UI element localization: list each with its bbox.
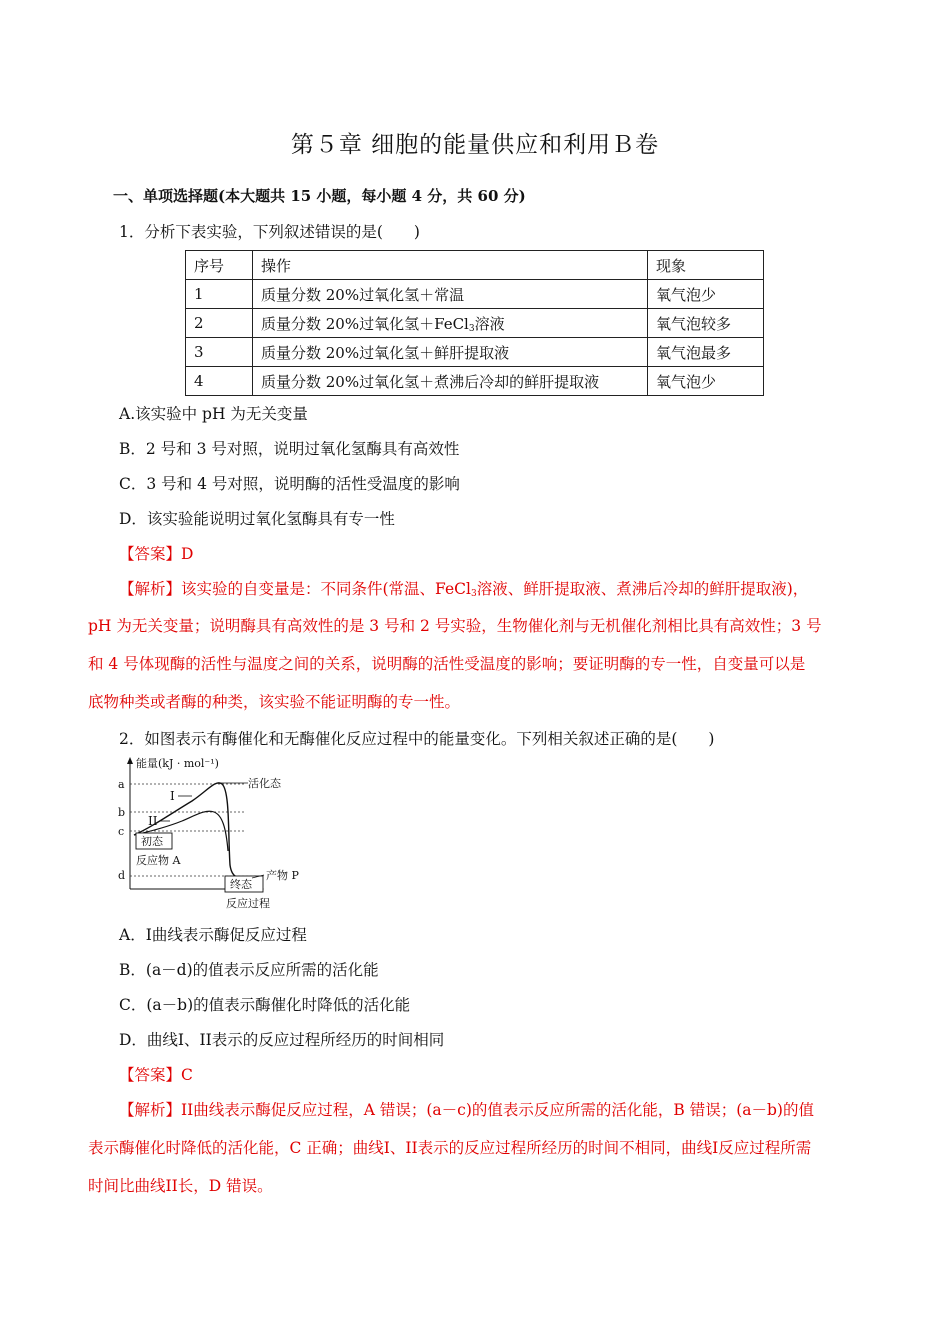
q1-analysis-line — [119, 577, 808, 599]
cell-op: 质量分数 20%过氧化氢＋鲜肝提取液 — [253, 338, 648, 367]
y-axis-label: 能量(kJ · mol⁻¹) — [136, 757, 219, 770]
q2-option-d: D．曲线I、II表示的反应过程所经历的时间相同 — [119, 1031, 445, 1049]
cell-result: 氧气泡少 — [648, 367, 764, 396]
curve-II-label: II — [148, 814, 158, 828]
q2-option-a: A．I曲线表示酶促反应过程 — [119, 926, 307, 944]
y-axis-arrow-icon — [127, 757, 133, 764]
q1-option-b: B．2 号和 3 号对照，说明过氧化氢酶具有高效性 — [119, 440, 460, 458]
q2-option-b: B．(a－d)的值表示反应所需的活化能 — [119, 961, 379, 979]
q2-analysis-line: 【解析】II曲线表示酶促反应过程，A 错误；(a－c)的值表示反应所需的活化能，B 错误；(a－b)的值 — [119, 1101, 814, 1119]
header-result: 现象 — [648, 251, 764, 280]
cell-no: 1 — [186, 280, 253, 309]
x-axis-label: 反应过程 — [226, 897, 270, 910]
page-title: 第５章 细胞的能量供应和利用Ｂ卷 — [290, 132, 660, 158]
table-row — [186, 309, 764, 338]
q1-stem: 1．分析下表实验，下列叙述错误的是( ) — [119, 223, 420, 241]
header-no: 序号 — [186, 251, 253, 280]
level-b-label: b — [118, 806, 126, 819]
cell-no: 3 — [186, 338, 253, 367]
table-row — [186, 280, 764, 309]
cell-no: 4 — [186, 367, 253, 396]
q2-option-c: C．(a－b)的值表示酶催化时降低的活化能 — [119, 996, 411, 1014]
q1-option-c: C．3 号和 4 号对照，说明酶的活性受温度的影响 — [119, 475, 460, 493]
q2-stem: 2．如图表示有酶催化和无酶催化反应过程中的能量变化。下列相关叙述正确的是( ) — [119, 730, 715, 748]
q2-analysis-line: 表示酶催化时降低的活化能，C 正确；曲线I、II表示的反应过程所经历的时间不相同，曲线I反应过程所需 — [88, 1139, 812, 1157]
q1-option-d: D．该实验能说明过氧化氢酶具有专一性 — [119, 510, 395, 528]
final-state-label: 终态 — [230, 878, 252, 891]
table-row — [186, 367, 764, 396]
q2-answer: 【答案】C — [119, 1066, 193, 1084]
table-header-row — [186, 251, 764, 280]
cell-result: 氧气泡较多 — [648, 309, 764, 338]
cell-op — [253, 309, 648, 338]
energy-diagram — [112, 755, 312, 915]
table-row — [186, 338, 764, 367]
cell-op-after: 溶液 — [474, 314, 505, 333]
cell-no: 2 — [186, 309, 253, 338]
section-heading: 一、单项选择题(本大题共 15 小题，每小题 4 分，共 60 分) — [113, 187, 526, 205]
cell-result: 氧气泡少 — [648, 280, 764, 309]
experiment-table — [185, 250, 764, 396]
level-a-label: a — [118, 778, 125, 791]
reactant-label: 反应物 A — [136, 854, 181, 867]
q2-analysis-line: 时间比曲线II长，D 错误。 — [88, 1177, 273, 1195]
level-d-label: d — [118, 869, 126, 882]
subscript: 3 — [468, 323, 475, 334]
activated-state-label: 活化态 — [248, 777, 281, 790]
q1-option-a: A.该实验中 pH 为无关变量 — [119, 405, 308, 423]
q1-analysis-line: 底物种类或者酶的种类，该实验不能证明酶的专一性。 — [88, 693, 461, 711]
cell-op: 质量分数 20%过氧化氢＋常温 — [253, 280, 648, 309]
header-op: 操作 — [253, 251, 648, 280]
curve-I-label: I — [170, 789, 175, 803]
product-label: 产物 P — [266, 869, 299, 882]
analysis-text: 【解析】该实验的自变量是：不同条件(常温、FeCl — [119, 580, 471, 598]
cell-result: 氧气泡最多 — [648, 338, 764, 367]
q1-analysis-line: pH 为无关变量；说明酶具有高效性的是 3 号和 2 号实验，生物催化剂与无机催化剂相比具有高效性；3 号 — [88, 617, 822, 635]
cell-op-text: 质量分数 20%过氧化氢＋FeCl — [261, 314, 469, 333]
q1-answer: 【答案】D — [119, 545, 194, 563]
initial-state-label: 初态 — [141, 835, 163, 848]
q1-analysis-line: 和 4 号体现酶的活性与温度之间的关系，说明酶的活性受温度的影响；要证明酶的专一性，自变量可以是 — [88, 655, 806, 673]
analysis-text: 溶液、鲜肝提取液、煮沸后冷却的鲜肝提取液)， — [476, 580, 809, 598]
cell-op: 质量分数 20%过氧化氢＋煮沸后冷却的鲜肝提取液 — [253, 367, 648, 396]
level-c-label: c — [118, 825, 125, 838]
subscript: 3 — [470, 589, 477, 599]
